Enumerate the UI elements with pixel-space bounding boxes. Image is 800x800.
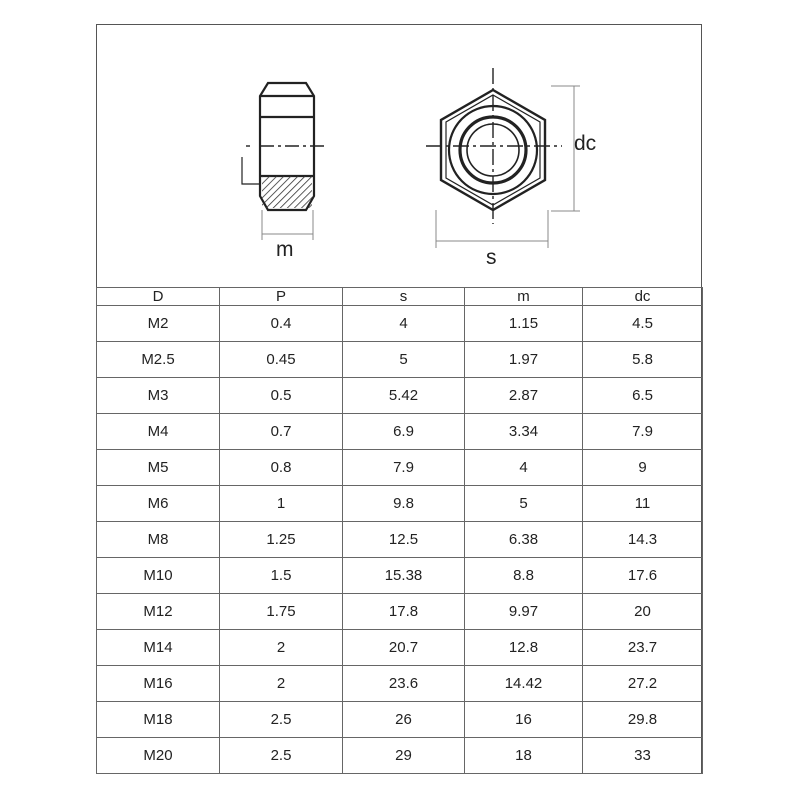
front-diameter-dimension-label: dc <box>574 132 597 155</box>
table-cell: M5 <box>97 450 220 486</box>
header-s: s <box>343 288 465 306</box>
table-cell: 4 <box>465 450 583 486</box>
table-cell: 1.97 <box>465 342 583 378</box>
table-row <box>97 378 703 414</box>
table-row <box>97 450 703 486</box>
table-cell: M16 <box>97 666 220 702</box>
table-cell: 1.75 <box>220 594 343 630</box>
table-cell: 5.8 <box>583 342 703 378</box>
table-cell: 29.8 <box>583 702 703 738</box>
table-cell: 1.25 <box>220 522 343 558</box>
header-p: P <box>220 288 343 306</box>
table-cell: 1.5 <box>220 558 343 594</box>
table-cell: 2 <box>220 666 343 702</box>
side-view-dimension-label: m <box>276 238 294 261</box>
table-cell: 27.2 <box>583 666 703 702</box>
table-row <box>97 738 703 774</box>
table-row <box>97 666 703 702</box>
table-cell: 1 <box>220 486 343 522</box>
table-cell: 0.8 <box>220 450 343 486</box>
table-cell: 26 <box>343 702 465 738</box>
table-cell: 9 <box>583 450 703 486</box>
table-row <box>97 486 703 522</box>
table-cell: 12.8 <box>465 630 583 666</box>
nut-technical-drawing <box>96 24 702 287</box>
table-cell: M6 <box>97 486 220 522</box>
table-cell: 2.5 <box>220 738 343 774</box>
table-cell: 8.8 <box>465 558 583 594</box>
table-cell: M2.5 <box>97 342 220 378</box>
table-cell: 5.42 <box>343 378 465 414</box>
table-cell: 4 <box>343 306 465 342</box>
table-cell: 17.8 <box>343 594 465 630</box>
table-cell: M18 <box>97 702 220 738</box>
table-cell: M3 <box>97 378 220 414</box>
table-row <box>97 594 703 630</box>
table-row <box>97 702 703 738</box>
table-cell: 0.5 <box>220 378 343 414</box>
table-row <box>97 414 703 450</box>
table-row <box>97 558 703 594</box>
nut-dimension-table <box>96 287 703 774</box>
table-cell: 7.9 <box>343 450 465 486</box>
table-header-row <box>97 288 703 306</box>
table-row <box>97 630 703 666</box>
table-cell: M12 <box>97 594 220 630</box>
table-cell: M2 <box>97 306 220 342</box>
table-cell: 1.15 <box>465 306 583 342</box>
table-cell: 16 <box>465 702 583 738</box>
nut-front-view <box>426 68 580 248</box>
table-cell: 3.34 <box>465 414 583 450</box>
table-cell: 6.38 <box>465 522 583 558</box>
table-cell: 14.3 <box>583 522 703 558</box>
table-cell: 2.87 <box>465 378 583 414</box>
table-row <box>97 342 703 378</box>
header-d: D <box>97 288 220 306</box>
table-cell: 0.4 <box>220 306 343 342</box>
table-cell: 20 <box>583 594 703 630</box>
table-cell: M14 <box>97 630 220 666</box>
table-row <box>97 522 703 558</box>
table-cell: M10 <box>97 558 220 594</box>
table-cell: 6.9 <box>343 414 465 450</box>
table-cell: 5 <box>343 342 465 378</box>
table-cell: 14.42 <box>465 666 583 702</box>
table-cell: 7.9 <box>583 414 703 450</box>
table-row <box>97 306 703 342</box>
table-cell: 15.38 <box>343 558 465 594</box>
table-cell: 2 <box>220 630 343 666</box>
table-cell: 11 <box>583 486 703 522</box>
hex-nut-drawing <box>96 24 702 287</box>
table-cell: 6.5 <box>583 378 703 414</box>
table-cell: 9.8 <box>343 486 465 522</box>
table-cell: 20.7 <box>343 630 465 666</box>
table-cell: M4 <box>97 414 220 450</box>
table-cell: 0.45 <box>220 342 343 378</box>
table-cell: 12.5 <box>343 522 465 558</box>
table-cell: 33 <box>583 738 703 774</box>
table-cell: 4.5 <box>583 306 703 342</box>
table-body <box>97 306 703 774</box>
table-cell: M20 <box>97 738 220 774</box>
table-cell: 17.6 <box>583 558 703 594</box>
header-m: m <box>465 288 583 306</box>
table-cell: 9.97 <box>465 594 583 630</box>
table-cell: 2.5 <box>220 702 343 738</box>
table-cell: 29 <box>343 738 465 774</box>
nut-side-view <box>242 83 328 240</box>
header-dc: dc <box>583 288 703 306</box>
table-cell: 0.7 <box>220 414 343 450</box>
table-cell: 23.7 <box>583 630 703 666</box>
table-cell: 18 <box>465 738 583 774</box>
table-cell: 5 <box>465 486 583 522</box>
front-width-dimension-label: s <box>486 246 497 269</box>
table-cell: M8 <box>97 522 220 558</box>
table-cell: 23.6 <box>343 666 465 702</box>
